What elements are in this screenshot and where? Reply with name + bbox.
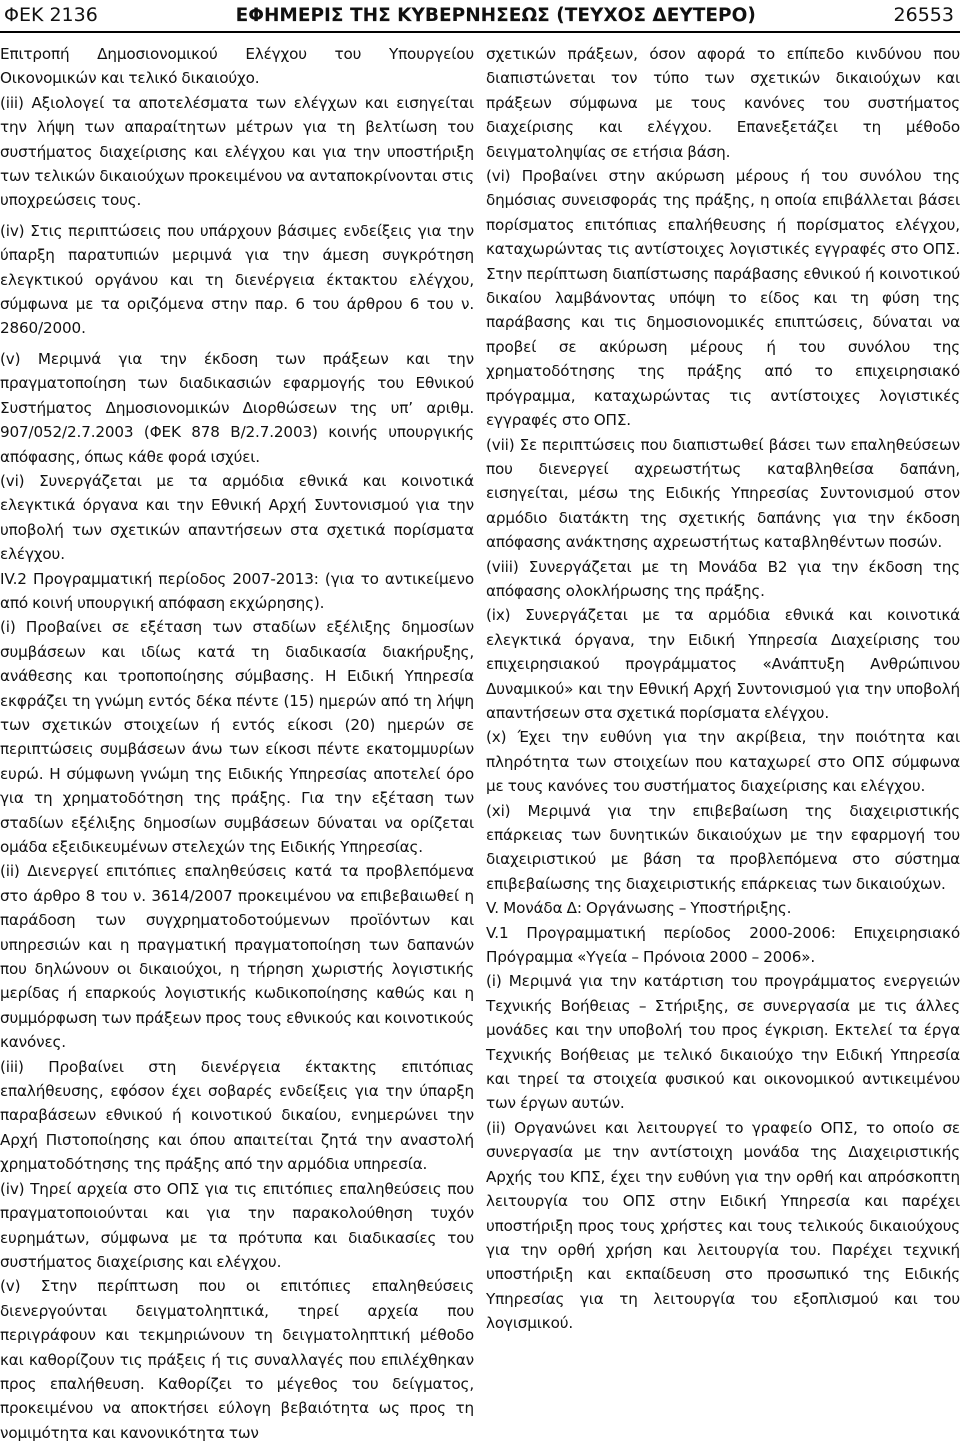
paragraph: (v) Στην περίπτωση που οι επιτόπιες επαληθεύσεις διενεργούνται δειγματοληπτικά, τηρεί αρχεία που περιγράφουν και τεκμηριώνουν τη δειγματοληπτική μέθοδο και καθορίζουν τις πράξεις ή τις συναλλαγές που επιλέχθηκαν προς επαλήθευση. Καθορίζει το μέγεθος του δείγματος, προκειμένου να αποκτήσει εύλογη βεβαιότητα ως προς τη νομιμότητα και κανονικότητα των xyxy=(0,1277,474,1442)
paragraph: (vi) Προβαίνει στην ακύρωση μέρους ή του συνόλου της δημόσιας συνεισφοράς της πράξης, η οποία επιβάλλεται βάσει πορίσματος επιτόπιας επαλήθευσης ή πορίσματος ελέγχου, καταχωρώντας τις αντίστοιχες λογιστικές εγγραφές στο ΟΠΣ. Στην περίπτωση διαπίστωσης παράβασης εθνικού ή κοινοτικού δικαίου λαμβάνοντας υπόψη το είδος και τη φύση της παράβασης και τις δημοσιονομικές επιπτώσεις, δύναται να προβεί σε ακύρωση μέρους ή του συνόλου της χρηματοδότησης της πράξης από το επιχειρησιακό πρόγραμμα, καταχωρώντας τις αντίστοιχες λογιστικές εγγραφές στο ΟΠΣ. xyxy=(486,167,960,430)
paragraph: (ix) Συνεργάζεται με τα αρμόδια εθνικά και κοινοτικά ελεγκτικά όργανα, την Ειδική Υπηρεσία Διαχείρισης του επιχειρησιακού προγράμματος «Ανάπτυξη Ανθρώπινου Δυναμικού» και την Εθνική Αρχή Συντονισμού για την υποβολή απαντήσεων στα σχετικά πορίσματα ελέγχου. xyxy=(486,606,960,722)
paragraph: (v) Μεριμνά για την έκδοση των πράξεων και την πραγματοποίηση των διαδικασιών εφαρμογής του Εθνικού Συστήματος Δημοσιονομικών Διορθώσεων της υπ’ αριθμ. 907/052/2.7.2003 (ΦΕΚ 878 Β/2.7.2003) κοινής υπουργικής απόφασης, όπως κάθε φορά ισχύει. xyxy=(0,349,474,466)
paragraph: (iv) Στις περιπτώσεις που υπάρχουν βάσιμες ενδείξεις για την ύπαρξη παρατυπιών μεριμνά για την άμεση συγκρότηση ελεγκτικού οργάνου και τη διενέργεια έκτακτου ελέγχου, σύμφωνα με τα οριζόμενα στην παρ. 6 του άρθρου 6 του ν. 2860/2000. xyxy=(0,221,474,338)
paragraph: (viii) Συνεργάζεται με τη Μονάδα Β2 για την έκδοση της απόφασης ολοκλήρωσης της πράξης. xyxy=(486,557,960,600)
paragraph: (vii) Σε περιπτώσεις που διαπιστωθεί βάσει των επαληθεύσεων που διενεργεί αχρεωστήτως καταβληθείσα δαπάνη, εισηγείται, μέσω της Ειδικής Υπηρεσίας Συντονισμού στον αρμόδιο διατάκτη της σχετικής δαπάνης για την έκδοση απόφασης ανάκτησης αχρεωστήτως καταβληθέντων ποσών. xyxy=(486,435,960,552)
paragraph: σχετικών πράξεων, όσον αφορά το επίπεδο κινδύνου που διαπιστώνεται τον τύπο των σχετικών δικαιούχων και πράξεων σύμφωνα με τους κανόνες του συστήματος διαχείρισης και ελέγχου. Επανεξετάζει τη μέθοδο δειγματοληψίας σε ετήσια βάση. xyxy=(486,45,960,161)
paragraph: (x) Έχει την ευθύνη για την ακρίβεια, την ποιότητα και πληρότητα των στοιχείων που καταχωρεί στο ΟΠΣ σύμφωνα με τους κανόνες του συστήματος διαχείρισης και ελέγχου. xyxy=(486,728,960,796)
paragraph: (iii) Προβαίνει στη διενέργεια έκτακτης επιτόπιας επαλήθευσης, εφόσον έχει σοβαρές ενδείξεις για την ύπαρξη παραβάσεων εθνικού ή κοινοτικού δικαίου, ενημερώνει την Αρχή Πιστοποίησης και όπου απαιτείται ζητά την αναστολή χρηματοδότησης της πράξης από την αρμόδια υπηρεσία. xyxy=(0,1057,474,1174)
paragraph: IV.2 Προγραμματική περίοδος 2007-2013: (για το αντικείμενο από κοινή υπουργική απόφαση εκχώρησης). xyxy=(0,569,474,612)
page-number: 26553 xyxy=(893,4,954,26)
left-column xyxy=(0,42,474,1445)
header-rule xyxy=(0,31,960,33)
page-header xyxy=(0,0,960,30)
section-heading: V. Μονάδα Δ: Οργάνωσης – Υποστήριξης. xyxy=(486,899,792,918)
issue-number: ΦΕΚ 2136 xyxy=(4,4,98,26)
paragraph: V.1 Προγραμματική περίοδος 2000-2006: Επιχειρησιακό Πρόγραμμα «Υγεία – Πρόνοια 2000 – 2006». xyxy=(486,923,960,967)
paragraph: (i) Μεριμνά για την κατάρτιση του προγράμματος ενεργειών Τεχνικής Βοήθειας – Στήριξης, σε συνεργασία με τις άλλες μονάδες και την υποβολή του προς έγκριση. Εκτελεί τα έργα Τεχνικής Βοήθειας με τελικό δικαιούχο την Ειδική Υπηρεσία και τηρεί τα στοιχεία φυσικού και οικονομικού αντικειμένου των έργων αυτών. xyxy=(486,972,960,1113)
right-column xyxy=(486,42,960,1336)
paragraph: (i) Προβαίνει σε εξέταση των σταδίων εξέλιξης δημοσίων συμβάσεων και ιδίως κατά τη διαδικασία διακήρυξης, ανάθεσης και τροποποίησης σύμβασης. Η Ειδική Υπηρεσία εκφράζει τη γνώμη εντός δέκα πέντε (15) ημερών από τη λήψη των σχετικών στοιχείων ή εντός είκοσι (20) ημερών σε περιπτώσεις συμβάσεων άνω των είκοσι πέντε εκατομμυρίων ευρώ. Η σύμφωνη γνώμη της Ειδικής Υπηρεσίας αποτελεί όρο για τη χρηματοδότηση της πράξης. Για την εξέταση των σταδίων εξέλιξης δημοσίων συμβάσεων δύναται να ορίζεται ομάδα εξειδικευμένων στελεχών της Ειδικής Υπηρεσίας. xyxy=(0,618,474,856)
paragraph: (ii) Διενεργεί επιτόπιες επαληθεύσεις κατά τα προβλεπόμενα στο άρθρο 8 του ν. 3614/2007 προκειμένου να επιβεβαιωθεί η παράδοση των συγχρηματοδοτούμενων προϊόντων και υπηρεσιών και η πραγματική πραγματοποίηση των δαπανών που δηλώνουν οι δικαιούχοι, η τήρηση χωριστής λογιστικής μερίδας ή επαρκούς λογιστικής κωδικοποίησης καθώς και η συμμόρφωση των πράξεων προς τους εθνικούς και κοινοτικούς κανόνες. xyxy=(0,862,474,1052)
gazette-title: ΕΦΗΜΕΡΙΣ ΤΗΣ ΚΥΒΕΡΝΗΣΕΩΣ (ΤΕΥΧΟΣ ΔΕΥΤΕΡΟ) xyxy=(235,4,756,26)
paragraph: (ii) Οργανώνει και λειτουργεί το γραφείο ΟΠΣ, το οποίο σε συνεργασία με την αντίστοιχη μονάδα της Διαχειριστικής Αρχής του ΚΠΣ, έχει την ευθύνη για την ορθή και απρόσκοπτη λειτουργία του ΟΠΣ στην Ειδική Υπηρεσία και παρέχει υποστήριξη προς τους χρήστες και τους τελικούς δικαιούχους για την ορθή χρήση και λειτουργία του. Παρέχει τεχνική υποστήριξη και εκπαίδευση στο προσωπικό της Ειδικής Υπηρεσίας για τη λειτουργία του εξοπλισμού και του λογισμικού. xyxy=(486,1118,960,1333)
paragraph: Επιτροπή Δημοσιονομικού Ελέγχου του Υπουργείου Οικονομικών και τελικό δικαιούχο. xyxy=(0,45,474,88)
paragraph: (iv) Τηρεί αρχεία στο ΟΠΣ για τις επιτόπιες επαληθεύσεις που πραγματοποιούνται και για την παρακολούθηση τυχόν ευρημάτων, σύμφωνα με τα πρότυπα και διαδικασίες του συστήματος διαχείρισης και ελέγχου. xyxy=(0,1179,474,1271)
paragraph: (vi) Συνεργάζεται με τα αρμόδια εθνικά και κοινοτικά ελεγκτικά όργανα και την Εθνική Αρχή Συντονισμού για την υποβολή των σχετικών απαντήσεων στα σχετικά πορίσματα ελέγχου. xyxy=(0,471,474,564)
paragraph: (iii) Αξιολογεί τα αποτελέσματα των ελέγχων και εισηγείται την λήψη των απαραίτητων μέτρων για τη βελτίωση του συστήματος διαχείρισης και ελέγχου και για την υποστήριξη των τελικών δικαιούχων προκειμένου να ανταποκρίνονται στις υποχρεώσεις τους. xyxy=(0,93,474,210)
paragraph: (xi) Μεριμνά για την επιβεβαίωση της διαχειριστικής επάρκειας των δυνητικών δικαιούχων με την εφαρμογή του διαχειριστικού με βάση τα προβλεπόμενα στο σύστημα επιβεβαίωσης της διαχειριστικής επάρκειας των δικαιούχων. xyxy=(486,801,960,893)
